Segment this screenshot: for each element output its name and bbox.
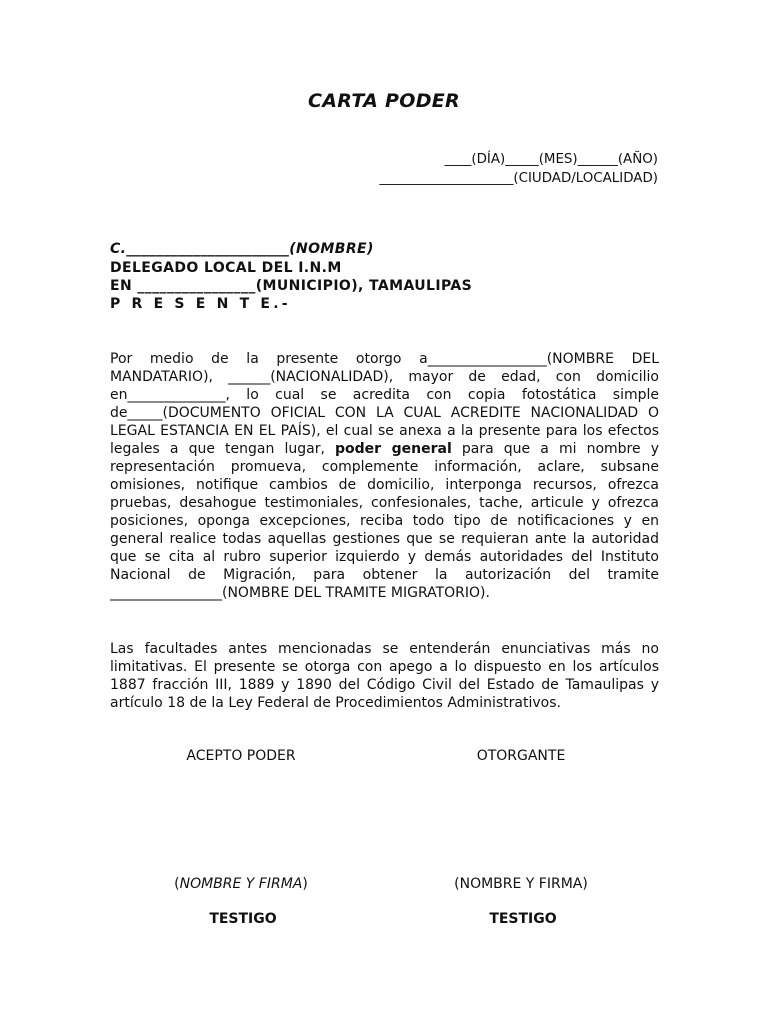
document-title: CARTA PODER [308,90,460,112]
body-paragraph-1-start: Por medio de la presente otorgo a_________________(NOMBRE DEL MANDATARIO), ______(NACIONALIDAD), mayor de edad, con domicilio en______________, lo cual se acredita con copia fotostática simple de_____(DOCUMENTO OFICIAL CON LA CUAL ACREDITE NACIONALIDAD O LEGAL ESTANCIA EN EL PAÍS), el cual se anexa a la presente para los efectos legales a que tengan lugar, [110,351,659,457]
acepto-poder-label: ACEPTO PODER [186,748,296,764]
right-name-firma: (NOMBRE Y FIRMA) [454,876,588,892]
addressee-prefix: C.______________________ [110,241,290,257]
left-name-firma: NOMBRE Y FIRMA [179,876,303,892]
place-line: ____________________(CIUDAD/LOCALIDAD) [379,171,658,186]
left-testigo-label: TESTIGO [209,911,277,927]
left-signature-line: (NOMBRE Y FIRMA) [174,876,308,892]
addressee-name-line [110,241,374,257]
presente-line: P R E S E N T E.- [110,296,291,312]
body-paragraph-1 [110,350,659,602]
right-testigo-label: TESTIGO [489,911,557,927]
date-line: ____(DÍA)_____(MES)______(AÑO) [444,152,658,167]
poder-general-text: poder general [335,441,452,457]
otorgante-label: OTORGANTE [476,748,566,764]
body-paragraph-2: Las facultades antes mencionadas se entenderán enunciativas más no limitativas. El presente se otorga con apego a lo dispuesto en los artículos 1887 fracción III, 1889 y 1890 del Código Civil del Estado de Tamaulipas y artículo 18 de la Ley Federal de Procedimientos Administrativos. [110,641,659,711]
addressee-title: DELEGADO LOCAL DEL I.N.M [110,260,342,276]
body-paragraph-1-end: para que a mi nombre y representación promueva, complemente información, aclare, subsane omisiones, notifique cambios de domicilio, interponga recursos, ofrezca pruebas, desahogue testimoniales, confesionales, tache, articule y ofrezca posiciones, oponga excepciones, reciba todo tipo de notificaciones y en general realice todas aquellas gestiones que se requieran ante la autoridad que se cita al rubro superior izquierdo y demás autoridades del Instituto Nacional de Migración, para obtener la autorización del tramite ________________(NOMBRE DEL TRAMITE MIGRATORIO). [110,441,659,601]
addressee-location: EN ________________(MUNICIPIO), TAMAULIPAS [110,278,473,294]
addressee-name-label: (NOMBRE) [289,241,374,257]
